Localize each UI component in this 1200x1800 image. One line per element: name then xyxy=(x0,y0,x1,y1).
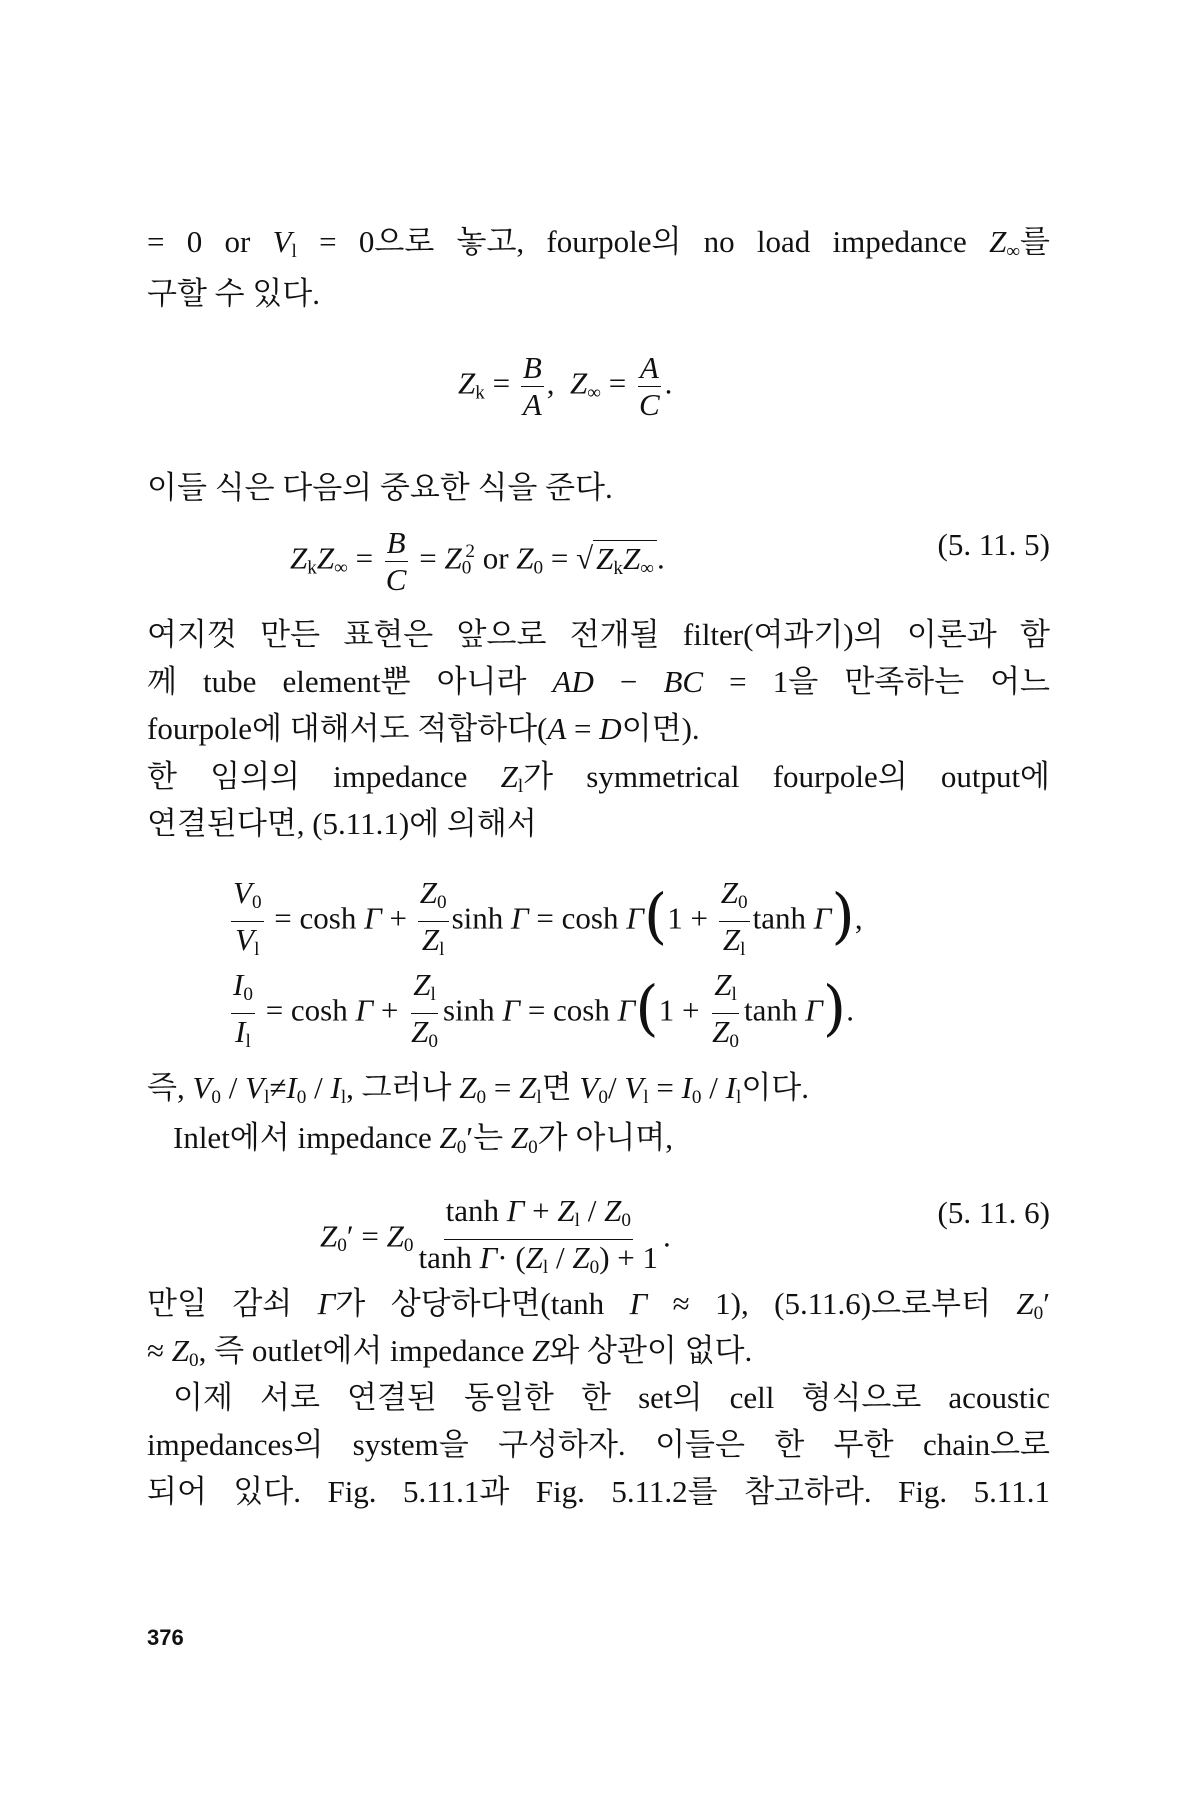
fraction-inlet-impedance: $\frac{\tanh \Gamma + Z_l / Z_0}{\tanh \Gamma\cdot (Z_l / Z_0) + 1}$ xyxy=(418,1193,659,1278)
page-number: 376 xyxy=(147,1625,184,1650)
fraction-zl-over-z0: $\frac{Z_l}{Z_0}$ xyxy=(411,967,438,1052)
text-line-3: 이들 식은 다음의 중요한 식을 준다. xyxy=(147,470,613,505)
equation-number-5-11-6: (5. 11. 6) xyxy=(937,1195,1050,1230)
text-line-9: 즉, $V_0 / V_l\ne I_0 / I_l$, 그러나 $Z_0 = Z_l$면 $V_0/$ $V_l = I_0 / I_l$이다. xyxy=(147,1070,809,1108)
fraction-i0-over-il: $\frac{I_0}{I_l}$ xyxy=(233,967,253,1052)
fraction-a-over-c: $\frac{A}{C}$ xyxy=(638,350,660,422)
fraction-v0-over-vl: $\frac{V_0}{V_l}$ xyxy=(233,875,262,960)
text-line-5: 께 tube element뿐 아니라 AD − BC = 1을 만족하는 어느 xyxy=(147,664,1051,699)
text-line-12: ≈ $Z_0$, 즉 outlet에서 impedance Z와 상관이 없다. xyxy=(147,1333,753,1371)
text-line-2: 구할 수 있다. xyxy=(147,276,320,311)
equation-zk-zinf: $Z_k$ = $\frac{B}{A}$ , $Z_\infty$ = $\frac{A}{C}$ . xyxy=(458,350,673,422)
equation-5-11-6: $Z_0' = Z_0$ $\frac{\tanh \Gamma + Z_l / Z_0}{\tanh \Gamma\cdot (Z_l / Z_0) + 1}$ . xyxy=(320,1193,671,1286)
equation-voltage-ratio: $\frac{V_0}{V_l}$ = cosh Γ + $\frac{Z_0}{Z_l}$ sinh Γ = cosh Γ(1 + $\frac{Z_0}{Z_l}$ tanh Γ), xyxy=(228,875,863,968)
text-line-11: 만일 감쇠 Γ가 상당하다면(tanh Γ ≈ 1), (5.11.6)으로부터 $Z_0'$ xyxy=(147,1286,1050,1324)
text-line-10: Inlet에서 impedance $Z_0'$는 $Z_0$가 아니며, xyxy=(173,1120,673,1158)
text-line-7: 한 임의의 impedance $Z_l$가 symmetrical fourpole의 output에 xyxy=(147,759,1051,797)
text-line-1: = 0 or $V_l = 0$으로 놓고, fourpole의 no load impedance $Z_\infty$를 xyxy=(147,224,1050,262)
equation-5-11-5: $Z_kZ_\infty$ = $\frac{B}{C}$ = $Z_0^2$ or $Z_0 = √Z_kZ_\infty$. xyxy=(290,525,665,597)
fraction-b-over-c: $\frac{B}{C}$ xyxy=(385,525,407,597)
text-line-13: 이제 서로 연결된 동일한 한 set의 cell 형식으로 acoustic xyxy=(173,1380,1050,1415)
fraction-z0-over-zl: $\frac{Z_0}{Z_l}$ xyxy=(419,875,447,960)
text-line-8: 연결된다면, (5.11.1)에 의해서 xyxy=(147,806,537,841)
text-line-6: fourpole에 대해서도 적합하다(A = D이면). xyxy=(147,711,700,746)
fraction-b-over-a: $\frac{B}{A}$ xyxy=(522,350,542,422)
text-line-14: impedances의 system을 구성하자. 이들은 한 무한 chain으로 xyxy=(147,1427,1050,1462)
square-root: $Z_kZ_\infty$ xyxy=(593,540,657,576)
fraction-zl-over-z0-2: $\frac{Z_l}{Z_0}$ xyxy=(712,967,740,1052)
equation-current-ratio: $\frac{I_0}{I_l}$ = cosh Γ + $\frac{Z_l}{Z_0}$ sinh Γ = cosh Γ(1 + $\frac{Z_l}{Z_0}$ tanh Γ). xyxy=(228,967,854,1060)
text-line-4: 여지껏 만든 표현은 앞으로 전개될 filter(여과기)의 이론과 함 xyxy=(147,617,1050,652)
text-line-15: 되어 있다. Fig. 5.11.1과 Fig. 5.11.2를 참고하라. Fig. 5.11.1 xyxy=(147,1474,1050,1509)
fraction-z0-over-zl-2: $\frac{Z_0}{Z_l}$ xyxy=(720,875,748,960)
equation-number-5-11-5: (5. 11. 5) xyxy=(937,527,1050,562)
